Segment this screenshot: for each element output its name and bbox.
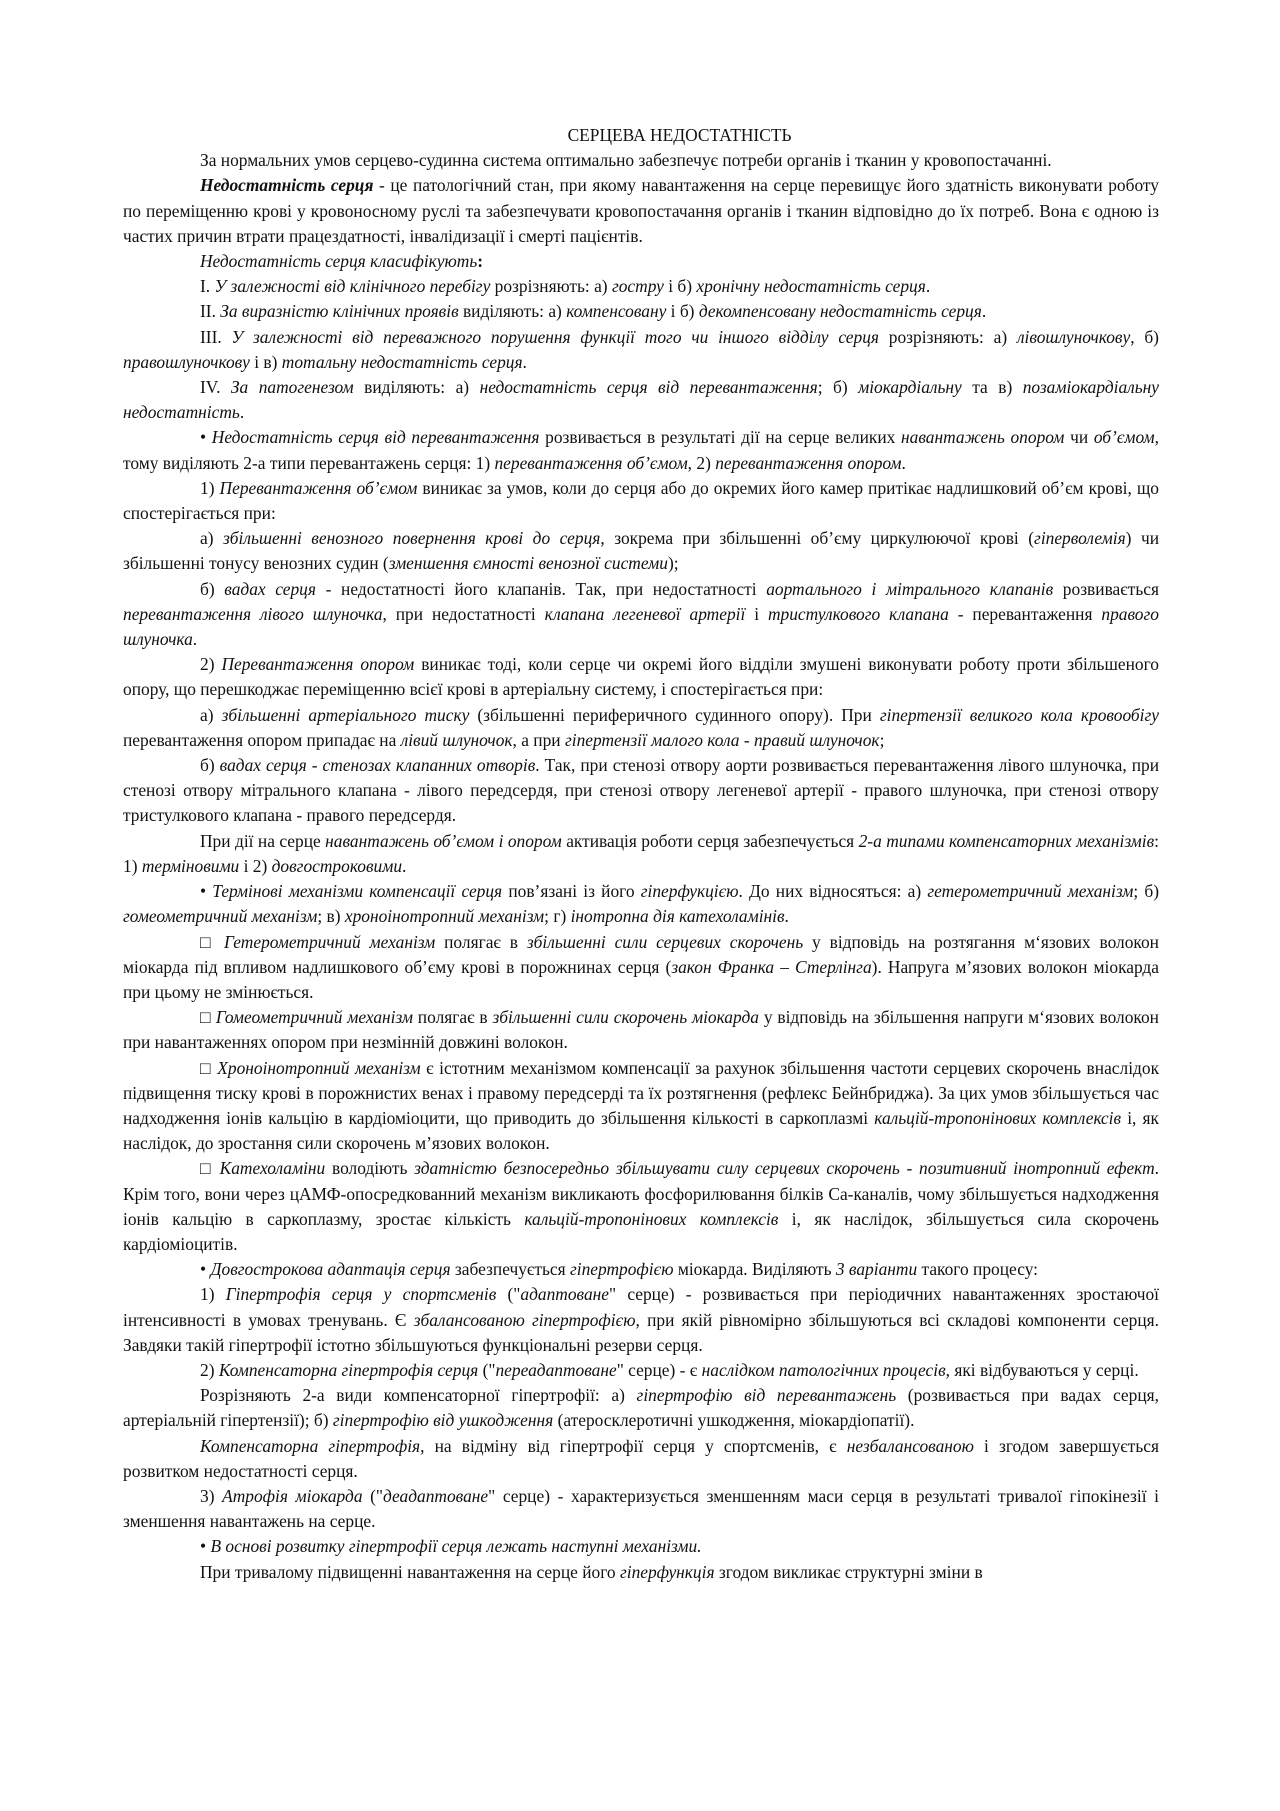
document-page (123, 123, 1159, 1585)
italic-term: хронічну недостатність серця (696, 276, 926, 297)
text-run: При дії на серце (200, 830, 326, 851)
italic-term: гіперфункція (619, 1561, 715, 1582)
text-run: розрізняють: а) (490, 276, 612, 297)
text-run: (" (496, 1284, 521, 1305)
text-run: ; (879, 729, 885, 750)
text-run: такого процесу: (917, 1259, 1038, 1280)
italic-term: кальцій-тропонінових комплексів (524, 1208, 779, 1229)
text-run: у відповідь на розтягання м‘язових волокон міокарда під впливом надлишкового об’єму крові в порожнинах серця ( (123, 931, 1159, 977)
text-run: , 2) (687, 452, 716, 473)
italic-term: У залежності від переважного порушення функції того чи іншого відділу серця (231, 326, 879, 347)
text-run: 2) (200, 654, 222, 675)
text-run: . (192, 629, 198, 650)
text-run: а) (200, 528, 224, 549)
italic-term: зменшення ємності венозної системи (388, 553, 668, 574)
paragraph (123, 375, 1159, 425)
italic-term: лівошлуночкову (1016, 326, 1131, 347)
text-run: і 2) (239, 855, 272, 876)
italic-term: закон Франка – Стерлінга (671, 956, 872, 977)
italic-term: Перевантаження об’ємом (219, 477, 418, 498)
italic-term: терміновими (141, 855, 240, 876)
text-run: забезпечується (450, 1259, 570, 1280)
text-run: і згодом завершується розвитком недостатності серця. (123, 1435, 1159, 1481)
text-run: III. (200, 326, 232, 347)
italic-term: вадах серця (224, 578, 316, 599)
italic-term: Недостатність серця класифікують (200, 251, 478, 272)
text-run: • (200, 1536, 211, 1557)
italic-term: гіпертрофію від перевантажень (636, 1385, 897, 1406)
text-run: і б) (666, 301, 699, 322)
text-run: • (200, 427, 212, 448)
text-run: ; в) (317, 906, 345, 927)
document-body (123, 148, 1159, 1585)
bold-italic-term: Недостатність серця (200, 175, 374, 196)
paragraph (123, 425, 1159, 475)
bold-text: : (477, 251, 484, 272)
italic-term: компенсовану (566, 301, 667, 322)
italic-term: інотропна дія катехоламінів (570, 906, 785, 927)
paragraph (123, 1282, 1159, 1358)
text-run: , при якій рівномірно збільшуються всі складові компоненти серця. Завдяки такій гіпертрофії істотно збільшуються функціональні резерви серця. (123, 1309, 1160, 1355)
italic-term: довгостроковими (271, 855, 403, 876)
text-run: і, як наслідок, до зростання сили скорочень м’язових волокон. (123, 1107, 1159, 1154)
text-run: , при недостатності (382, 603, 545, 624)
paragraph (123, 930, 1159, 1006)
italic-term: В основі розвитку гіпертрофії серця лежать наступні механізми. (210, 1536, 702, 1557)
text-run: і б) (663, 276, 697, 297)
paragraph (123, 148, 1159, 173)
text-run: Розрізняють 2-а види компенсаторної гіпертрофії: а) (200, 1385, 637, 1406)
text-run: полягає в (435, 931, 527, 952)
text-run: . Крім того, вони через цАМФ-опосредкованний механізм викликають фосфорилювання білків Са-каналів, чому збільшується надходження іонів кальцію в саркоплазму, зростає кількість (123, 1158, 1159, 1229)
paragraph (123, 476, 1159, 526)
italic-term: За патогенезом (230, 377, 354, 398)
text-run: , а при (512, 729, 565, 750)
italic-term: навантажень об’ємом і опором (325, 830, 562, 851)
text-run: • (200, 1259, 211, 1280)
italic-term: тотальну недостатність серця (281, 351, 523, 372)
italic-term: недостатність серця від перевантаження (479, 377, 818, 398)
italic-term: гіперволемія (1034, 528, 1126, 549)
paragraph (123, 1383, 1159, 1433)
text-run: ; б) (1133, 881, 1159, 902)
text-run: полягає в (412, 1007, 493, 1028)
paragraph (123, 1156, 1159, 1257)
text-run: (розвивається при вадах серця, артеріальній гіпертензії); б) (123, 1385, 1159, 1431)
italic-term: Катехоламіни (219, 1158, 326, 1179)
text-run: ) чи збільшенні тонусу венозних судин ( (123, 528, 1159, 574)
text-run: I. (200, 276, 215, 297)
italic-term: аортального і мітрального клапанів (766, 578, 1054, 599)
italic-term: навантажень опором (901, 427, 1065, 448)
text-run: " серце) - розвивається при періодичних навантаженнях зростаючої інтенсивності в умовах тренувань. Є (123, 1284, 1159, 1330)
italic-term: незбалансованою (846, 1435, 974, 1456)
italic-term: здатністю безпосередньо збільшувати силу серцевих скорочень - позитивний інотропний ефект (414, 1158, 1155, 1179)
text-run: , зокрема при збільшенні об’єму циркулюючої крові ( (600, 528, 1035, 549)
paragraph (123, 703, 1159, 753)
page-title: СЕРЦЕВА НЕДОСТАТНІСТЬ (567, 125, 792, 145)
paragraph (123, 249, 1159, 274)
text-run: перевантаження опором припадає на (123, 729, 401, 750)
italic-term: кальцій-тропонінових комплексів (874, 1107, 1122, 1128)
text-run: □ (200, 1007, 216, 1028)
text-run: є істотним механізмом компенсації за рахунок збільшення частоти серцевих скорочень внаслідок підвищення тиску крові в порожнистих венах і правому передсерді та їх розтягнення (рефлекс Бейнбриджа). За цих умов збільшується час надходження іонів кальцію в кардіоміоцити, що приводить до збільшення кількості в саркоплазмі (123, 1057, 1160, 1128)
text-run: При тривалому підвищенні навантаження на серце його (200, 1561, 620, 1582)
italic-term: гостру (611, 276, 664, 297)
text-run: . (901, 452, 906, 473)
italic-term: перевантаження лівого шлуночка (123, 603, 383, 624)
text-run: . (981, 301, 987, 322)
italic-term: збільшенні сили скорочень міокарда (492, 1007, 759, 1028)
text-run: - недостатності його клапанів. Так, при недостатності (315, 578, 767, 599)
text-run: 3) (200, 1485, 223, 1506)
italic-term: Недостатність серця від перевантаження (211, 427, 540, 448)
text-run: виникає тоді, коли серце чи окремі його відділи змушені виконувати роботу проти збільшеного опору, що перешкоджає переміщенню всієї крові в артеріальну систему, і спостерігається при: (123, 654, 1159, 700)
paragraph (123, 577, 1159, 653)
italic-term: Компенсаторна гіпертрофія серця (218, 1359, 479, 1380)
text-run: , які відбуваються у серці. (945, 1359, 1139, 1380)
text-run: " серце) - є (616, 1359, 702, 1380)
text-run: □ (200, 931, 224, 952)
paragraph (123, 173, 1159, 249)
text-run: . До них відносяться: а) (738, 881, 928, 902)
text-run: □ (200, 1057, 218, 1078)
paragraph (123, 1358, 1159, 1383)
italic-term: вадах серця - стенозах клапанних отворів (219, 755, 536, 776)
text-run: : 1) (123, 830, 1159, 876)
paragraph (123, 526, 1159, 576)
italic-term: міокардіальну (858, 377, 962, 398)
text-run: . (402, 855, 407, 876)
paragraph (123, 652, 1159, 702)
italic-term: збільшенні венозного повернення крові до серця (223, 528, 601, 549)
italic-term: Довгострокова адаптація серця (210, 1259, 451, 1280)
text-run: . (784, 906, 789, 927)
text-run: б) (200, 578, 225, 599)
italic-term: клапана легеневої артерії (544, 603, 746, 624)
italic-term: лівий шлуночок (400, 729, 513, 750)
text-run: чи (1064, 427, 1094, 448)
text-run: розвивається в результаті дії на серце великих (539, 427, 902, 448)
italic-term: перевантаження об’ємом (494, 452, 688, 473)
paragraph (123, 1560, 1159, 1585)
italic-term: Гомеометричний механізм (215, 1007, 413, 1028)
text-run: . Так, при стенозі отвору аорти розвивається перевантаження лівого шлуночка, при стенозі отвору мітрального клапана - лівого передсердя, при стенозі отвору легеневої артерії - правого шлуночка, при стенозі отвору тристулкового клапана - правого передсердя. (123, 755, 1159, 826)
paragraph (123, 1056, 1159, 1157)
text-run: та в) (961, 377, 1023, 398)
italic-term: 3 варіанти (835, 1259, 918, 1280)
text-run: . (522, 351, 527, 372)
text-run: , тому виділяють 2-а типи перевантажень серця: 1) (123, 427, 1159, 473)
text-run: згодом викликає структурні зміни в (714, 1561, 983, 1582)
italic-term: Компенсаторна гіпертрофія (200, 1435, 421, 1456)
paragraph (123, 325, 1159, 375)
text-run: . (925, 276, 931, 297)
text-run: IV. (200, 377, 231, 398)
italic-term: Гіпертрофія серця у спортсменів (225, 1284, 497, 1305)
paragraph (123, 299, 1159, 324)
paragraph (123, 879, 1159, 929)
text-run: володіють (325, 1158, 415, 1179)
text-run: ; б) (817, 377, 859, 398)
text-run: розвивається (1053, 578, 1159, 599)
text-run: б) (200, 755, 220, 776)
italic-term: адаптоване (520, 1284, 610, 1305)
italic-term: переадаптоване (495, 1359, 617, 1380)
paragraph (123, 274, 1159, 299)
italic-term: гетерометричний механізм (927, 881, 1134, 902)
text-run: II. (200, 301, 221, 322)
paragraph (123, 1005, 1159, 1055)
text-run: пов’язані із його (502, 881, 641, 902)
text-run: , б) (1130, 326, 1159, 347)
italic-term: об’ємом (1093, 427, 1155, 448)
text-run: (атеросклеротичні ушкодження, міокардіопатії). (553, 1410, 915, 1431)
text-run: 1) (200, 477, 220, 498)
text-run: а) (200, 704, 222, 725)
italic-term: За виразністю клінічних проявів (220, 301, 459, 322)
text-run: (" (478, 1359, 496, 1380)
paragraph (123, 753, 1159, 829)
text-run: розрізняють: а) (879, 326, 1017, 347)
text-run: , на відміну від гіпертрофії серця у спортсменів, є (420, 1435, 847, 1456)
text-run: виділяють: а) (353, 377, 480, 398)
italic-term: декомпенсовану недостатність серця (698, 301, 982, 322)
text-run: ); (667, 553, 679, 574)
text-run: і (745, 603, 768, 624)
paragraph (123, 1434, 1159, 1484)
text-run: " серце) - характеризується зменшенням маси серця в результаті тривалої гіпокінезії і зменшення навантажень на серце. (123, 1485, 1159, 1532)
text-run: 2) (200, 1359, 219, 1380)
text-run: 1) (200, 1284, 226, 1305)
text-run: міокарда. Виділяють (673, 1259, 836, 1280)
italic-term: позаміокардіальну недостатність (123, 377, 1159, 423)
italic-term: збільшенні сили серцевих скорочень (526, 931, 804, 952)
text-run: і в) (249, 351, 282, 372)
text-run: □ (200, 1158, 220, 1179)
text-run: і, як наслідок, збільшується сила скорочень кардіоміоцитів. (123, 1208, 1159, 1254)
text-run: (збільшенні периферичного судинного опору). При (469, 704, 880, 725)
bold-term (200, 175, 373, 195)
text-run: ; г) (544, 906, 571, 927)
paragraph (123, 1534, 1159, 1559)
italic-term: гіперфукцією (640, 881, 739, 902)
paragraph (123, 1484, 1159, 1534)
italic-term: Термінові механізми компенсації серця (212, 881, 503, 902)
italic-term: деадаптоване (383, 1485, 489, 1506)
text-run: активація роботи серця забезпечується (561, 830, 859, 851)
italic-term: збалансованою гіпертрофією (413, 1309, 636, 1330)
paragraph (123, 829, 1159, 879)
italic-term: У залежності від клінічного перебігу (214, 276, 491, 297)
italic-term: наслідком патологічних процесів (701, 1359, 946, 1380)
text-run: ). Напруга м’язових волокон міокарда при цьому не змінюється. (123, 956, 1160, 1002)
text-run: у відповідь на збільшення напруги м‘язових волокон при навантаженнях опором при незмінній довжині волокон. (123, 1007, 1159, 1053)
text-run: (" (362, 1485, 384, 1506)
italic-term: гіпертрофією (569, 1259, 674, 1280)
italic-term: правого шлуночка (123, 603, 1159, 650)
italic-term: 2-а типами компенсаторних механізмів (858, 830, 1155, 851)
text-run: • (200, 881, 213, 902)
italic-term: Перевантаження опором (221, 654, 415, 675)
italic-term: гомеометричний механізм (123, 906, 318, 927)
text-run: . (239, 402, 245, 423)
italic-term: правошлуночкову (123, 351, 250, 372)
text-run: виділяють: а) (458, 301, 567, 322)
italic-term: збільшенні артеріального тиску (221, 704, 470, 725)
italic-term: гіпертрофію від ушкодження (332, 1410, 554, 1431)
italic-term: тристулкового клапана (767, 603, 949, 624)
paragraph (123, 1257, 1159, 1282)
italic-term: перевантаження опором (715, 452, 902, 473)
text-run: виникає за умов, коли до серця або до окремих його камер притікає надлишковий об’єм крові, що спостерігається при: (123, 477, 1159, 524)
text-run: За нормальних умов серцево-судинна система оптимально забезпечує потреби органів і тканин у кровопостачанні. (200, 150, 1052, 171)
text-run: - перевантаження (948, 603, 1102, 624)
italic-term: хроноінотропний механізм (344, 906, 545, 927)
italic-term: Атрофія міокарда (222, 1485, 363, 1506)
italic-term: гіпертензії великого кола кровообігу (879, 704, 1159, 725)
text-run: - це патологічний стан, при якому навантаження на серце перевищує його здатність виконувати роботу по переміщенню крові у кровоносному руслі та забезпечувати кровопостачання органів і тканин відповідно до їх потреб. Вона є одною із частих причин втрати працездатності, інвалідизації і смерті пацієнтів. (123, 175, 1159, 246)
italic-term: гіпертензії малого кола - правий шлуночок (564, 729, 880, 750)
italic-term: Хроноінотропний механізм (217, 1057, 421, 1078)
italic-term: Гетерометричний механізм (223, 931, 436, 952)
